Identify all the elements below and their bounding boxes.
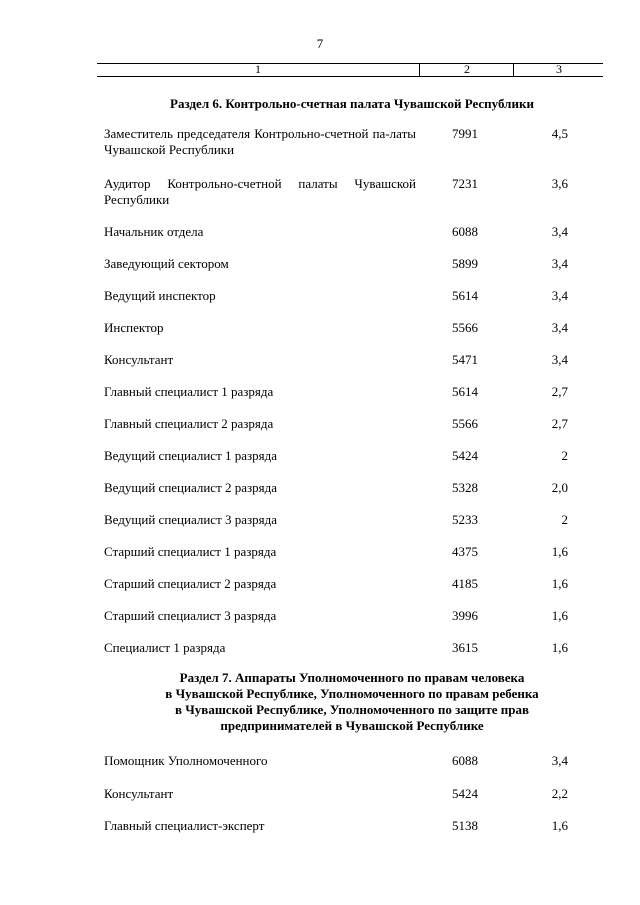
- position-name: Специалист 1 разряда: [104, 640, 226, 655]
- position-name: Заместитель председателя Контрольно-счетной па-латы Чувашской Республики: [104, 126, 416, 157]
- salary-value: 4375: [452, 544, 478, 559]
- position-name: Главный специалист-эксперт: [104, 818, 265, 833]
- coefficient-value: 4,5: [551, 126, 568, 141]
- coefficient-value: 1,6: [551, 544, 568, 559]
- salary-value: 5471: [452, 352, 478, 367]
- coefficient-value: 3,4: [551, 753, 568, 768]
- coefficient-value: 2,0: [551, 480, 568, 495]
- section-6-title: Раздел 6. Контрольно-счетная палата Чувашской Республики: [170, 96, 534, 111]
- position-name: Главный специалист 2 разряда: [104, 416, 274, 431]
- salary-value: 7991: [452, 126, 478, 141]
- coefficient-value: 3,4: [551, 224, 568, 239]
- position-name: Помощник Уполномоченного: [104, 753, 268, 768]
- salary-value: 3996: [452, 608, 478, 623]
- coefficient-value: 2,7: [551, 384, 568, 399]
- salary-value: 5566: [452, 320, 478, 335]
- coefficient-value: 2,2: [551, 786, 568, 801]
- coefficient-value: 2: [561, 448, 568, 463]
- salary-value: 4185: [452, 576, 478, 591]
- salary-value: 5614: [452, 288, 478, 303]
- position-name: Консультант: [104, 352, 174, 367]
- coefficient-value: 3,6: [551, 176, 568, 191]
- salary-value: 5138: [452, 818, 478, 833]
- header-col-3: 3: [513, 63, 604, 76]
- header-col-2: 2: [419, 63, 514, 76]
- position-name: Старший специалист 2 разряда: [104, 576, 277, 591]
- position-name: Главный специалист 1 разряда: [104, 384, 274, 399]
- position-name: Аудитор Контрольно-счетной палаты Чувашской Республики: [104, 176, 416, 207]
- salary-value: 5614: [452, 384, 478, 399]
- salary-value: 6088: [452, 753, 478, 768]
- salary-value: 5424: [452, 786, 478, 801]
- position-name: Ведущий инспектор: [104, 288, 216, 303]
- position-name: Консультант: [104, 786, 174, 801]
- section-7-title-line: в Чувашской Республике, Уполномоченного по правам ребенка: [165, 686, 539, 701]
- section-7-title: [104, 670, 600, 734]
- coefficient-value: 1,6: [551, 576, 568, 591]
- position-name: Инспектор: [104, 320, 164, 335]
- coefficient-value: 2,7: [551, 416, 568, 431]
- position-name: Ведущий специалист 1 разряда: [104, 448, 278, 463]
- coefficient-value: 2: [561, 512, 568, 527]
- salary-value: 3615: [452, 640, 478, 655]
- coefficient-value: 3,4: [551, 352, 568, 367]
- salary-value: 6088: [452, 224, 478, 239]
- section-7-title-line: предпринимателей в Чувашской Республике: [220, 718, 484, 733]
- coefficient-value: 3,4: [551, 288, 568, 303]
- table-header: [97, 63, 603, 77]
- position-name: Старший специалист 3 разряда: [104, 608, 277, 623]
- position-name: Начальник отдела: [104, 224, 204, 239]
- position-name: Ведущий специалист 3 разряда: [104, 512, 278, 527]
- coefficient-value: 1,6: [551, 640, 568, 655]
- section-7-title-line: в Чувашской Республике, Уполномоченного по защите прав: [175, 702, 529, 717]
- position-name: Ведущий специалист 2 разряда: [104, 480, 278, 495]
- position-name: Старший специалист 1 разряда: [104, 544, 277, 559]
- salary-value: 5233: [452, 512, 478, 527]
- coefficient-value: 1,6: [551, 818, 568, 833]
- salary-value: 7231: [452, 176, 478, 191]
- salary-value: 5899: [452, 256, 478, 271]
- coefficient-value: 3,4: [551, 320, 568, 335]
- coefficient-value: 3,4: [551, 256, 568, 271]
- salary-value: 5566: [452, 416, 478, 431]
- section-7-title-line: Раздел 7. Аппараты Уполномоченного по правам человека: [179, 670, 525, 685]
- header-col-1: 1: [255, 62, 261, 76]
- position-name: Заведующий сектором: [104, 256, 229, 271]
- coefficient-value: 1,6: [551, 608, 568, 623]
- page-number: 7: [316, 36, 324, 51]
- salary-value: 5328: [452, 480, 478, 495]
- salary-value: 5424: [452, 448, 478, 463]
